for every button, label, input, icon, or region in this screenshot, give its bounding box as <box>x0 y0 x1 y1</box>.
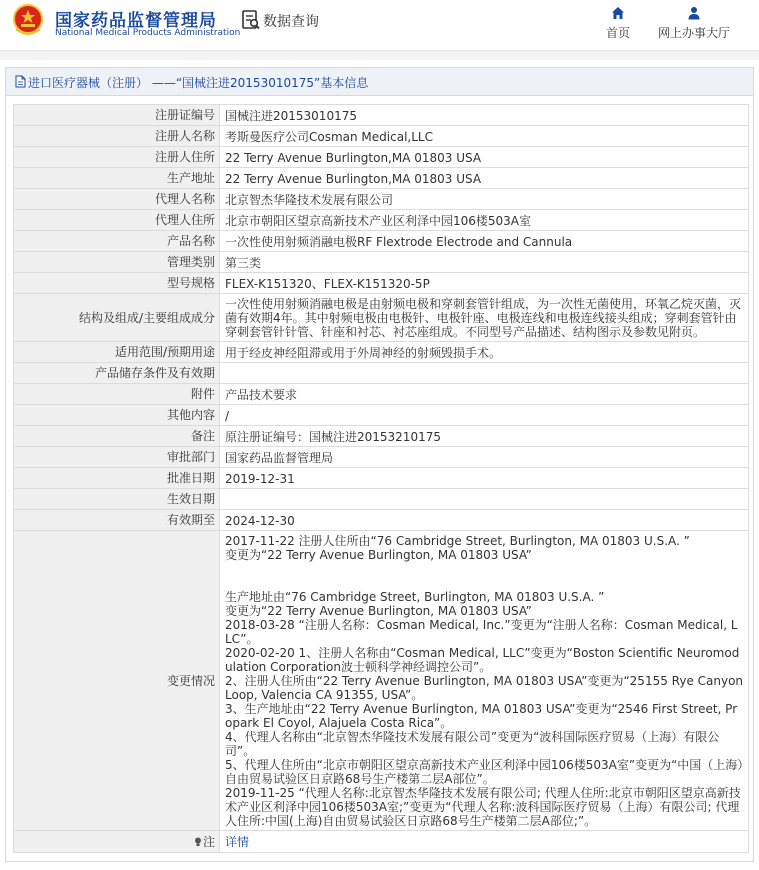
field-label: 有效期至 <box>14 510 220 531</box>
table-row <box>14 147 749 168</box>
header-divider <box>0 50 759 60</box>
table-row <box>14 447 749 468</box>
field-value: 一次性使用射频消融电极RF Flextrode Electrode and Cannula <box>220 231 749 252</box>
nav-online-service-hall[interactable] <box>655 6 733 41</box>
field-value: 考斯曼医疗公司Cosman Medical,LLC <box>220 126 749 147</box>
panel-title: 进口医疗器械（注册） ——“国械注进20153010175”基本信息 <box>28 76 369 90</box>
panel-title-bar <box>6 68 753 96</box>
table-row <box>14 294 749 342</box>
nav-home[interactable] <box>603 6 633 41</box>
change-history-value: 2017-11-22 注册人住所由“76 Cambridge Street, Burlington, MA 01803 U.S.A. ” 变更为“22 Terry Avenue Burlington, MA 01803 USA” 生产地址由“76 Cambridge Street, Burlington, MA 01803 U.S.A. ” 变更为“22 Terry Avenue Burlington, MA 01803 USA” 2018-03-28 “注册人名称：Cosman Medical, Inc.”变更为“注册人名称：Cosman Medical, LLC”。 2020-02-20 1、注册人名称由“Cosman Medical, LLC”变更为“Boston Scientific Neuromodulation Corporation波士顿科学神经调控公司”。 2、注册人住所由“22 Terry Avenue Burlington, MA 01803 USA”变更为“25155 Rye Canyon Loop, Valencia CA 91355, USA”。 3、生产地址由“22 Terry Avenue Burlington, MA 01803 USA”变更为“2546 First Street, Propark El Coyol, Alajuela Costa Rica”。 4、代理人名称由“北京智杰华隆技术发展有限公司”变更为“波科国际医疗贸易（上海）有限公司”。 5、代理人住所由“北京市朝阳区望京高新技术产业区利泽中园106楼503A室”变更为“中国（上海）自由贸易试验区日京路68号生产楼第二层A部位”。 2019-11-25 “代理人名称:北京智杰华隆技术发展有限公司; 代理人住所:北京市朝阳区望京高新技术产业区利泽中园106楼503A室;”变更为“代理人名称:波科国际医疗贸易（上海）有限公司; 代理人住所:中国(上海)自由贸易试验区日京路68号生产楼第二层A部位;”。 <box>220 531 749 831</box>
field-value: 原注册证编号：国械注进20153210175 <box>220 426 749 447</box>
table-row <box>14 489 749 510</box>
field-label: 管理类别 <box>14 252 220 273</box>
data-query-icon <box>242 10 260 30</box>
field-label: 生效日期 <box>14 489 220 510</box>
table-row <box>14 510 749 531</box>
field-label: 产品储存条件及有效期 <box>14 363 220 384</box>
note-label-cell <box>14 831 220 853</box>
field-label: 生产地址 <box>14 168 220 189</box>
field-value: 22 Terry Avenue Burlington,MA 01803 USA <box>220 147 749 168</box>
field-label: 变更情况 <box>14 531 220 831</box>
table-row <box>14 831 749 853</box>
detail-panel <box>5 67 754 862</box>
table-row <box>14 126 749 147</box>
table-row <box>14 405 749 426</box>
field-value: 第三类 <box>220 252 749 273</box>
field-label: 适用范围/预期用途 <box>14 342 220 363</box>
table-row <box>14 468 749 489</box>
national-emblem-icon <box>12 3 44 39</box>
field-label: 结构及组成/主要组成成分 <box>14 294 220 342</box>
field-label: 代理人名称 <box>14 189 220 210</box>
field-value <box>220 489 749 510</box>
user-icon <box>687 6 701 20</box>
table-row <box>14 105 749 126</box>
data-query-link[interactable]: 数据查询 <box>263 14 319 30</box>
document-icon <box>15 75 26 88</box>
field-label: 产品名称 <box>14 231 220 252</box>
lightbulb-icon <box>194 837 202 847</box>
field-label: 批准日期 <box>14 468 220 489</box>
field-label: 备注 <box>14 426 220 447</box>
field-value: 国械注进20153010175 <box>220 105 749 126</box>
nav-online-service-label: 网上办事大厅 <box>657 26 730 40</box>
field-label: 审批部门 <box>14 447 220 468</box>
field-value: 一次性使用射频消融电极是由射频电极和穿刺套管针组成，为一次性无菌使用，环氧乙烷灭菌，灭菌有效期4年。其中射频电极由电极针、电极针座、电极连线和电极连线接头组成；穿刺套管针由穿刺套管针针管、针座和衬芯、衬芯座组成。不同型号产品描述、结构图示及参数见附页。 <box>220 294 749 342</box>
table-row <box>14 252 749 273</box>
field-label: 型号规格 <box>14 273 220 294</box>
table-row <box>14 168 749 189</box>
field-value: 国家药品监督管理局 <box>220 447 749 468</box>
field-label: 注册证编号 <box>14 105 220 126</box>
table-row <box>14 426 749 447</box>
field-value: 北京市朝阳区望京高新技术产业区利泽中园106楼503A室 <box>220 210 749 231</box>
field-value: / <box>220 405 749 426</box>
note-value-cell <box>220 831 749 853</box>
field-value: 2019-12-31 <box>220 468 749 489</box>
registration-info-table <box>13 104 749 853</box>
field-value: 用于经皮神经阻滞或用于外周神经的射频毁损手术。 <box>220 342 749 363</box>
table-row <box>14 363 749 384</box>
field-label: 注册人名称 <box>14 126 220 147</box>
details-link[interactable]: 详情 <box>225 835 250 849</box>
note-label: 注 <box>202 834 215 849</box>
field-label: 注册人住所 <box>14 147 220 168</box>
field-value: 产品技术要求 <box>220 384 749 405</box>
field-label: 代理人住所 <box>14 210 220 231</box>
table-row <box>14 189 749 210</box>
field-value: 2024-12-30 <box>220 510 749 531</box>
table-row <box>14 342 749 363</box>
nav-home-label: 首页 <box>605 26 630 40</box>
table-row <box>14 210 749 231</box>
home-icon <box>611 6 625 20</box>
field-value <box>220 363 749 384</box>
field-value: 22 Terry Avenue Burlington,MA 01803 USA <box>220 168 749 189</box>
brand-name[interactable]: 国家药品监督管理局 <box>55 11 217 31</box>
field-label: 附件 <box>14 384 220 405</box>
table-row <box>14 384 749 405</box>
site-header <box>0 0 759 50</box>
field-label: 其他内容 <box>14 405 220 426</box>
table-row <box>14 273 749 294</box>
brand-name-english: National Medical Products Administration <box>55 28 241 38</box>
field-value: 北京智杰华隆技术发展有限公司 <box>220 189 749 210</box>
field-value: FLEX-K151320、FLEX-K151320-5P <box>220 273 749 294</box>
table-row <box>14 531 749 831</box>
table-row <box>14 231 749 252</box>
